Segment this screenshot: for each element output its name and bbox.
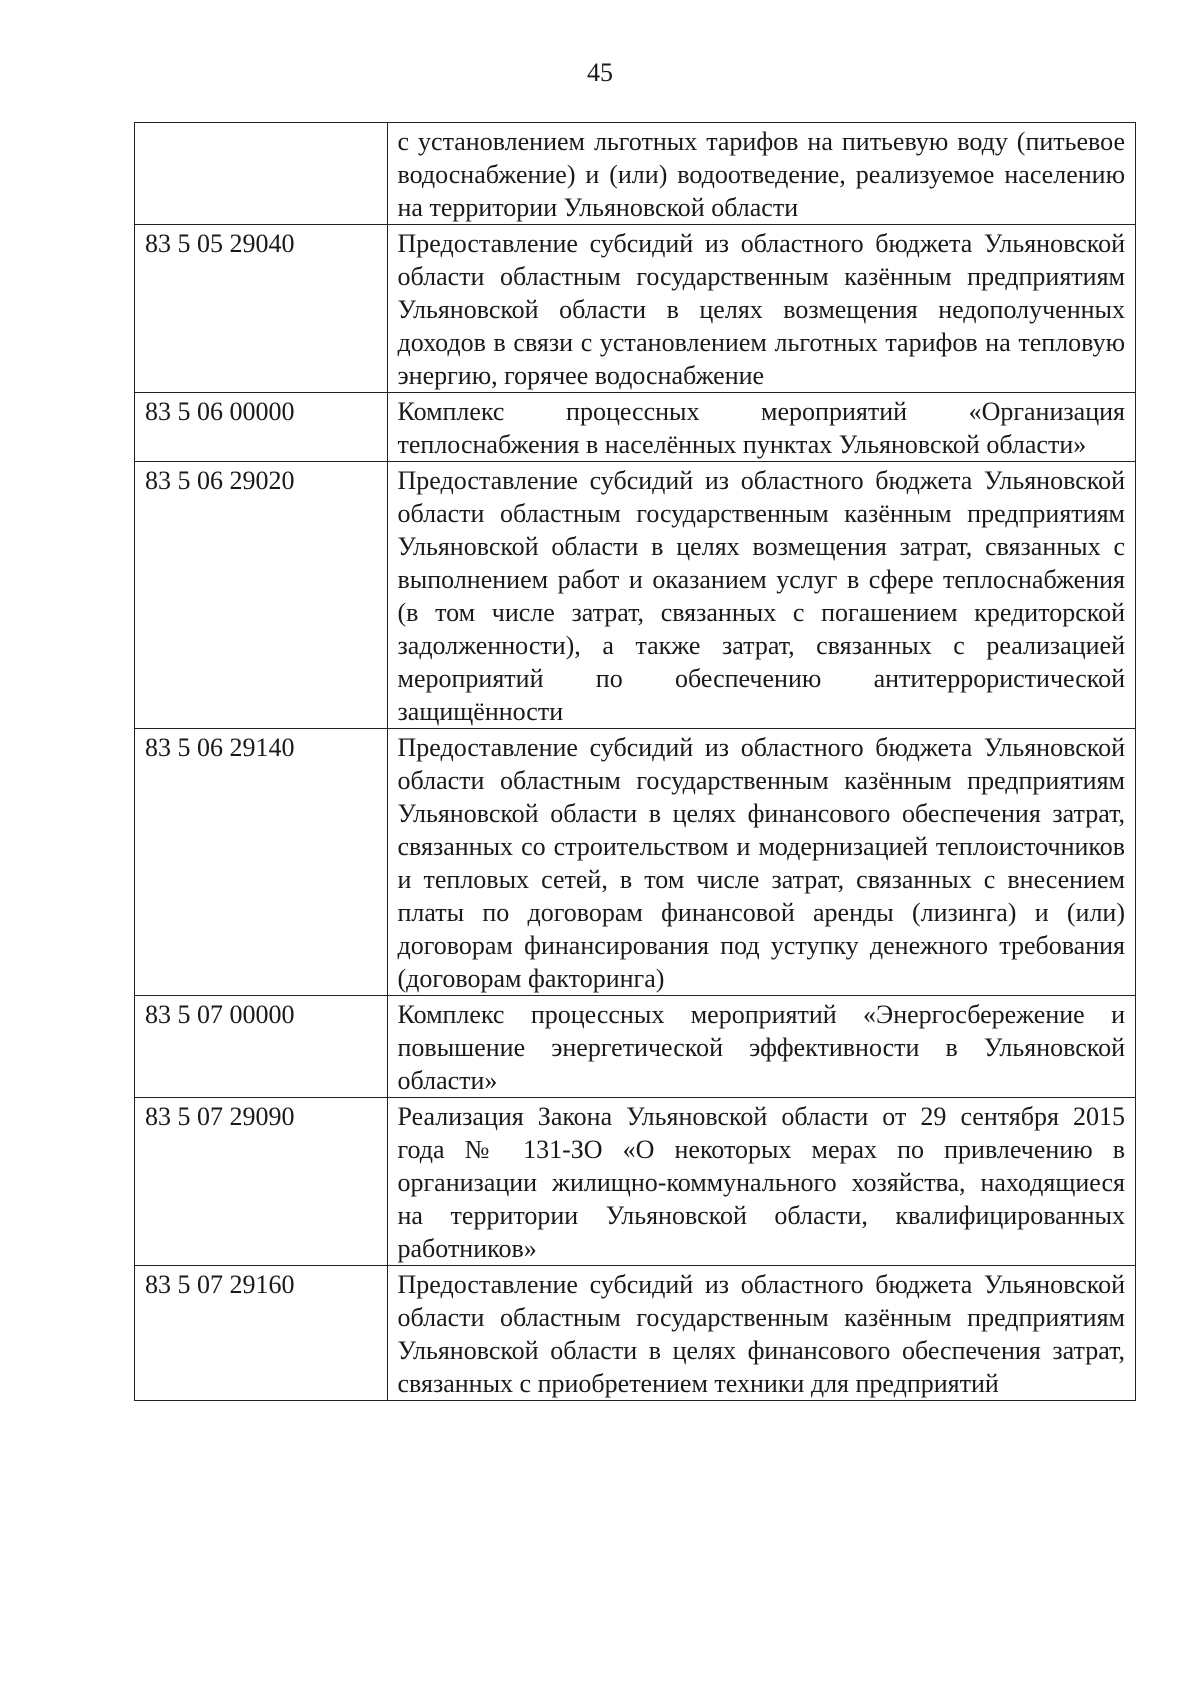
code-cell: 83 5 07 00000 [135,996,388,1098]
description-cell: Реализация Закона Ульяновской области от 29 сентября 2015 года № 131-ЗО «О некоторых мерах по привлечению в организации жилищно-коммунального хозяйства, находящиеся на территории Ульяновской области, квалифицированных работников» [387,1098,1135,1266]
table-row [135,225,1136,393]
code-cell: 83 5 06 00000 [135,393,388,462]
description-cell: Предоставление субсидий из областного бюджета Ульяновской области областным государственным казённым предприятиям Ульяновской области в целях финансового обеспечения затрат, связанных со строительством и модернизацией теплоисточников и тепловых сетей, в том числе затрат, связанных с внесением платы по договорам финансовой аренды (лизинга) и (или) договорам финансирования под уступку денежного требования (договорам факторинга) [387,729,1135,996]
code-cell: 83 5 05 29040 [135,225,388,393]
table-row [135,123,1136,225]
table-row [135,1098,1136,1266]
table-row [135,996,1136,1098]
code-cell: 83 5 07 29090 [135,1098,388,1266]
table-row [135,729,1136,996]
budget-classification-table [134,122,1136,1401]
description-cell: Предоставление субсидий из областного бюджета Ульяновской области областным государственным казённым предприятиям Ульяновской области в целях финансового обеспечения затрат, связанных с приобретением техники для предприятий [387,1266,1135,1401]
code-cell: 83 5 07 29160 [135,1266,388,1401]
code-cell: 83 5 06 29140 [135,729,388,996]
description-cell: Предоставление субсидий из областного бюджета Ульяновской области областным государственным казённым предприятиям Ульяновской области в целях возмещения недополученных доходов в связи с установлением льготных тарифов на тепловую энергию, горячее водоснабжение [387,225,1135,393]
page-number: 45 [587,58,613,87]
table-row [135,1266,1136,1401]
description-cell: Комплекс процессных мероприятий «Организация теплоснабжения в населённых пунктах Ульяновской области» [387,393,1135,462]
description-cell: Предоставление субсидий из областного бюджета Ульяновской области областным государственным казённым предприятиям Ульяновской области в целях возмещения затрат, связанных с выполнением работ и оказанием услуг в сфере теплоснабжения (в том числе затрат, связанных с погашением кредиторской задолженности), а также затрат, связанных с реализацией мероприятий по обеспечению антитеррористической защищённости [387,462,1135,729]
description-cell: с установлением льготных тарифов на питьевую воду (питьевое водоснабжение) и (или) водоотведение, реализуемое населению на территории Ульяновской области [387,123,1135,225]
table-row [135,393,1136,462]
description-cell: Комплекс процессных мероприятий «Энергосбережение и повышение энергетической эффективности в Ульяновской области» [387,996,1135,1098]
code-cell [135,123,388,225]
table-row [135,462,1136,729]
code-cell: 83 5 06 29020 [135,462,388,729]
